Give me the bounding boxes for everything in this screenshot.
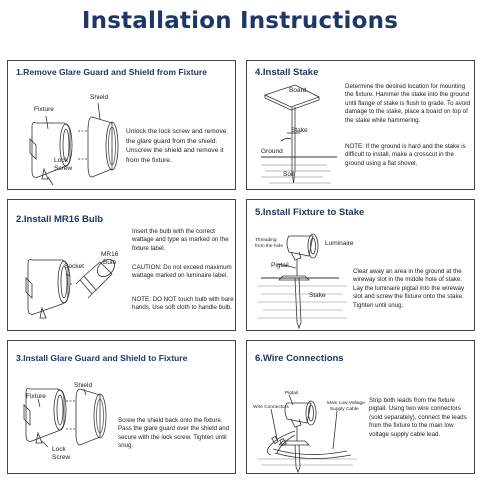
step-2-caution: CAUTION: Do not exceed maximum wattage marked on luminaire label. [132,264,232,280]
step-4-note: NOTE: If the ground is hard and the stake is difficult to install, make a crosscut in the ground using a flat shovel. [345,143,466,167]
step-2-title: 2.Install MR16 Bulb [16,214,104,225]
step-4-panel [246,60,475,190]
lock-label-3: Lock [52,446,66,453]
reassembly-illustration [8,341,236,474]
from-hole-label: from the hole [255,244,283,249]
step-2-text: Insert the bulb with the correct wattage and type as marked on the fixture label. [132,228,229,252]
step-6-title: 6.Wire Connections [255,353,344,364]
fixture-shield-illustration [8,61,236,190]
bulb-label: Bulb [103,259,117,266]
fixture-label-3: Fixture [26,393,46,400]
step-6-text: Strip both leads from the fixture pigtail. Using two wire connectors (sold separately), connect the leads from the fixture to the main low voltage supply cable lead. [369,397,467,438]
step-5-title: 5.Install Fixture to Stake [255,207,365,218]
lock-label: Lock [54,157,68,164]
step-3-panel [7,340,236,474]
pigtail-label: Pigtail [271,262,289,269]
stake-label: Stake [291,127,308,134]
step-1-panel [7,60,236,190]
socket-label: Socket [64,263,84,270]
threading-label: Threading [255,238,277,243]
shield-label: Shield [90,94,109,101]
step-2-panel [7,199,236,331]
board-label: Board [289,87,307,94]
wire-connectors-label: Wire Connectors [253,405,289,410]
shield-label-3: Shield [74,382,93,389]
luminaire-label: Luminaire [325,240,354,247]
ground-label: Ground [261,148,283,155]
step-6-panel [246,340,475,474]
soil-label: Soil [283,171,294,178]
step-3-title: 3.Install Glare Guard and Shield to Fixture [16,353,188,363]
step-5-text: Clear away an area in the ground at the wireway slot in the middle hole of stake. Lay the luminaire pigtail into the wireway slot and screw the fixture onto the stake. Tighten until snug. [353,268,465,309]
screw-label-3: Screw [52,454,71,461]
pigtail-label-6: Pigtail [285,391,299,396]
mr16-label: MR16 [101,251,119,258]
page-title: Installation Instructions [81,8,399,34]
fixture-label: Fixture [34,106,54,113]
supply-cable-label: Supply Cable [330,407,359,412]
step-4-title: 4.Install Stake [255,67,319,78]
step-3-text: Screw the shield back onto the fixture. Pass the glare guard over the shield and secure with the lock screw. Tighten until snug. [118,417,230,450]
stake-label-5: Stake [309,292,326,299]
step-1-title: 1.Remove Glare Guard and Shield from Fixture [16,67,208,77]
step-4-text: Determine the desired location for mounting the fixture. Hammer the stake into the ground until flange of stake is flush to grade. To avoid damage to the stake, place a board on top of the stake while hammering. [345,83,471,124]
main-low-voltage-label: Main Low Voltage [327,401,365,406]
screw-label: Screw [54,165,73,172]
step-1-text: Unlock the lock screw and remove the glare guard from the shield. Unscrew the shield and remove it from the fixture. [126,128,227,164]
stake-illustration [247,61,475,190]
step-5-panel [246,199,475,331]
step-2-note: NOTE: DO NOT touch bulb with bare hands. Use soft cloth to handle bulb. [132,296,234,312]
